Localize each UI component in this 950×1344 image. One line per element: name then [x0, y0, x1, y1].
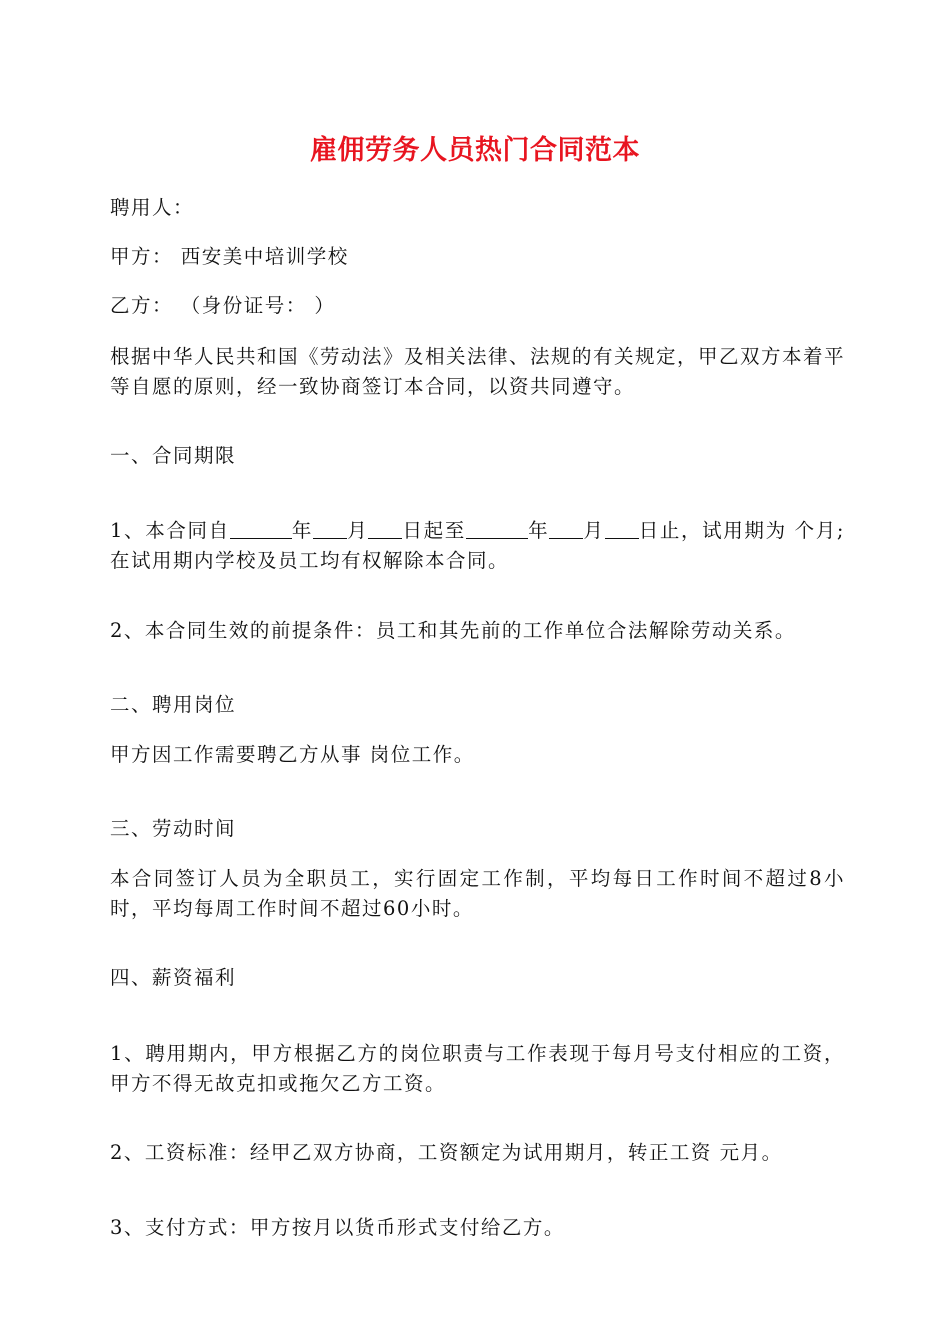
- employer-label: 聘用人：: [110, 196, 195, 219]
- section-4-item-2: 2、工资标准：经甲乙双方协商，工资额定为试用期月，转正工资 元月。: [110, 1141, 783, 1164]
- intro-paragraph: 根据中华人民共和国《劳动法》及相关法律、法规的有关规定，甲乙双方本着平等自愿的原则，经一致协商签订本合同，以资共同遵守。: [110, 345, 846, 398]
- section-4-item-3: 3、支付方式：甲方按月以货币形式支付给乙方。: [110, 1216, 565, 1239]
- document-title: 雇佣劳务人员热门合同范本: [310, 135, 640, 166]
- section-2-heading: 二、聘用岗位: [110, 693, 237, 716]
- item-text: 年: [527, 519, 550, 542]
- year-blank: [230, 518, 292, 539]
- section-4-item-1: 1、聘用期内，甲方根据乙方的岗位职责与工作表现于每月号支付相应的工资，甲方不得无故克扣或拖欠乙方工资。: [110, 1042, 845, 1095]
- item-text: 月: [583, 519, 605, 542]
- month-blank: [313, 518, 347, 539]
- year-blank: [466, 518, 528, 539]
- section-2-text: 甲方因工作需要聘乙方从事 岗位工作。: [110, 743, 475, 766]
- day-blank: [605, 518, 639, 539]
- item-text: 月: [347, 519, 369, 542]
- section-3-heading: 三、劳动时间: [110, 817, 237, 840]
- section-1-heading: 一、合同期限: [110, 444, 237, 467]
- party-a-line: 甲方： 西安美中培训学校: [110, 245, 349, 268]
- party-b-line: 乙方： （身份证号： ）: [110, 294, 336, 317]
- item-text: 年: [291, 519, 314, 542]
- section-3-text: 本合同签订人员为全职员工，实行固定工作制，平均每日工作时间不超过8小时，平均每周工作时间不超过60小时。: [110, 867, 845, 920]
- item-text: 日起至: [402, 519, 466, 542]
- section-4-heading: 四、薪资福利: [110, 966, 237, 989]
- month-blank: [549, 518, 583, 539]
- day-blank: [368, 518, 402, 539]
- section-1-item-1: [110, 516, 845, 576]
- section-1-item-2: 2、本合同生效的前提条件：员工和其先前的工作单位合法解除劳动关系。: [110, 619, 796, 642]
- item-text: 日止，试用期为 个月;在试用期内学校及员工均有权解除本合同。: [110, 519, 845, 572]
- item-text: 1、本合同自: [110, 519, 230, 542]
